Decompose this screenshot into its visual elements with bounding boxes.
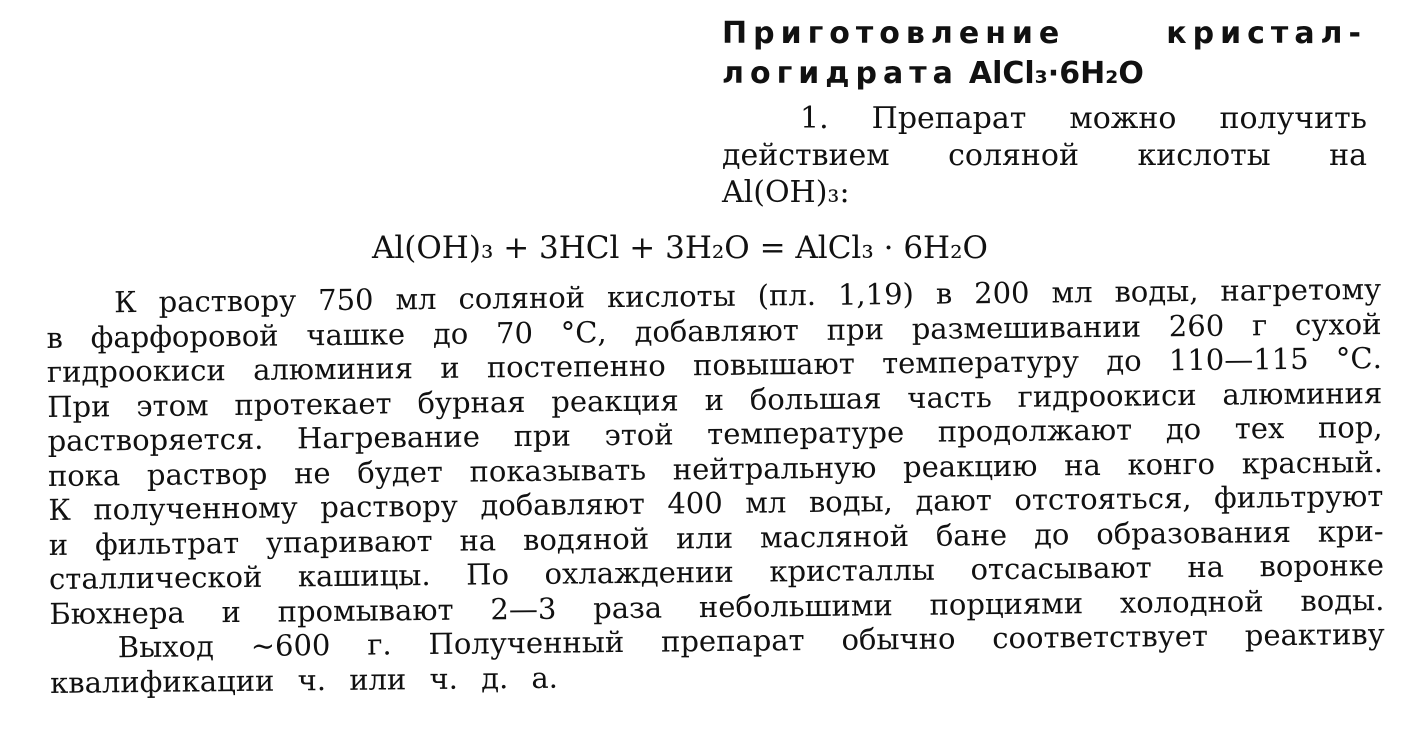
intro-line-1 bbox=[722, 100, 1367, 137]
intro-word: действием bbox=[722, 138, 890, 173]
body-line: К полученному раствору добавляют 400 мл воды, дают отстояться, фильтруют bbox=[48, 479, 1384, 527]
heading-line-2-text: логидрата bbox=[722, 56, 959, 91]
intro-word: получить bbox=[1219, 101, 1367, 136]
intro-word: Препарат bbox=[871, 101, 1027, 136]
section-heading bbox=[722, 14, 1367, 94]
intro-line-2 bbox=[722, 137, 1367, 174]
intro-line-3 bbox=[722, 174, 1367, 211]
body-line: пока раствор не будет показывать нейтральную реакцию на конго красный. bbox=[47, 444, 1384, 493]
body-line: При этом протекает бурная реакция и большая часть гидроокиси алюминия bbox=[47, 375, 1383, 424]
body-line: Бюхнера и промывают 2—3 раза небольшими порциями холодной воды. bbox=[49, 582, 1385, 631]
intro-paragraph bbox=[722, 100, 1367, 211]
reaction-equation: Al(OH)₃ + 3HCl + 3H₂O = AlCl₃ · 6H₂O bbox=[372, 230, 988, 266]
heading-line-2 bbox=[722, 54, 1367, 94]
body-line: и фильтрат упаривают на водяной или масляной бане до образования кри- bbox=[48, 513, 1384, 562]
procedure-text bbox=[46, 272, 1385, 700]
heading-line-1: Приготовление кристал- bbox=[722, 16, 1367, 51]
intro-word: кислоты bbox=[1137, 138, 1271, 173]
body-line: К раствору 750 мл соляной кислоты (пл. 1,19) в 200 мл воды, нагретому bbox=[113, 272, 1382, 320]
body-line: Выход ∼600 г. Полученный препарат обычно соответствует реактиву bbox=[117, 617, 1385, 665]
intro-word: 1. bbox=[800, 101, 829, 136]
heading-formula: AlCl₃·6H₂O bbox=[968, 56, 1144, 91]
body-line: в фарфоровой чашке до 70 °С, добавляют при размешивании 260 г сухой bbox=[46, 306, 1382, 355]
body-line: сталлической кашицы. По охлаждении кристаллы отсасывают на воронке bbox=[48, 548, 1385, 596]
body-line: гидроокиси алюминия и постепенно повышают температуру до 110—115 °С. bbox=[46, 341, 1383, 389]
intro-word: соляной bbox=[948, 138, 1079, 173]
body-line: квалификации ч. или ч. д. а. bbox=[49, 660, 559, 700]
intro-word: можно bbox=[1069, 101, 1177, 136]
body-line: растворяется. Нагревание при этой температуре продолжают до тех пор, bbox=[47, 410, 1383, 458]
intro-word: на bbox=[1329, 138, 1367, 173]
intro-word: Al(OH)₃: bbox=[722, 175, 850, 210]
